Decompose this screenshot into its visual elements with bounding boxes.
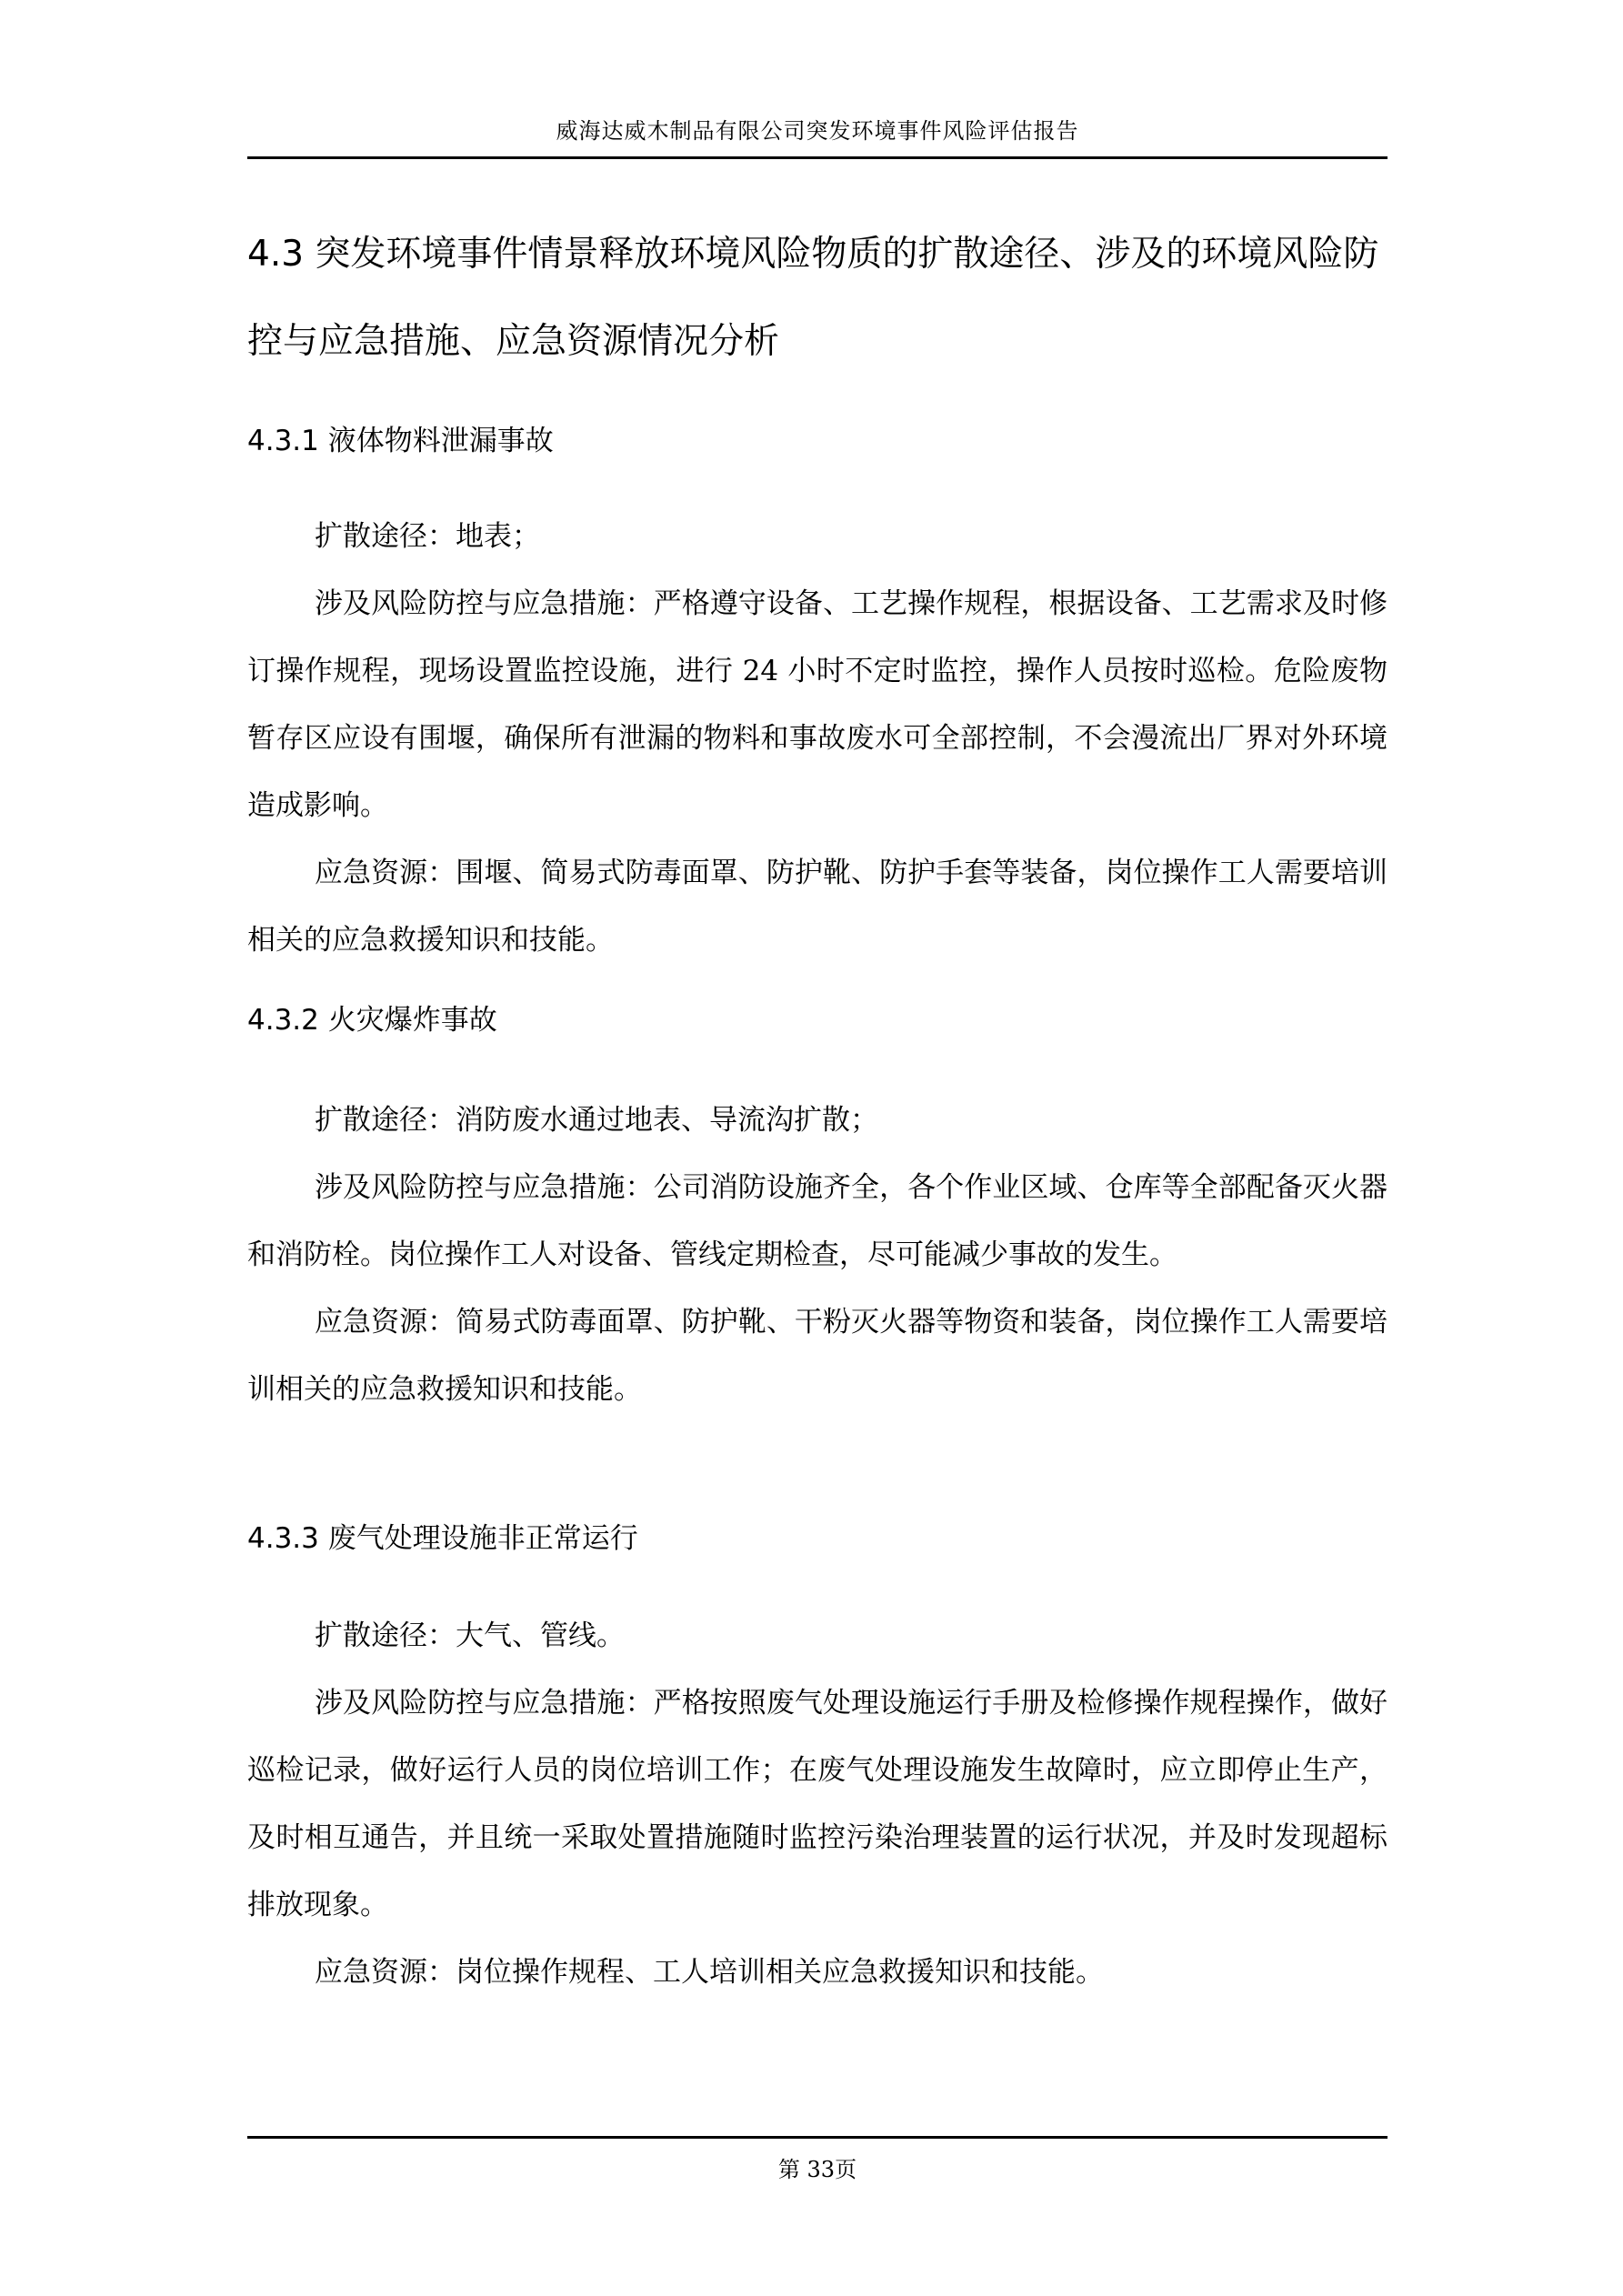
paragraph-diffusion-path: 扩散途径：消防废水通过地表、导流沟扩散； bbox=[315, 1104, 878, 1137]
subsection-title-4-3-2: 4.3.2 火灾爆炸事故 bbox=[247, 1004, 497, 1037]
paragraph-diffusion-path: 扩散途径：大气、管线。 bbox=[315, 1619, 625, 1652]
page-header: 威海达威木制品有限公司突发环境事件风险评估报告 bbox=[556, 118, 1079, 144]
paragraph-risk-control: 涉及风险防控与应急措施：公司消防设施齐全，各个作业区域、仓库等全部配备灭火器和消防栓。岗位操作工人对设备、管线定期检查，尽可能减少事故的发生。 bbox=[247, 1171, 1388, 1271]
subsection-body-4-3-2 bbox=[247, 1087, 1388, 1423]
section-title: 4.3 突发环境事件情景释放环境风险物质的扩散途径、涉及的环境风险防控与应急措施、应急资源情况分析 bbox=[247, 234, 1379, 362]
subsection-body-4-3-1 bbox=[247, 503, 1388, 974]
paragraph-emergency-resources: 应急资源：简易式防毒面罩、防护靴、干粉灭火器等物资和装备，岗位操作工人需要培训相关的应急救援知识和技能。 bbox=[247, 1306, 1388, 1406]
paragraph-emergency-resources: 应急资源：围堰、简易式防毒面罩、防护靴、防护手套等装备，岗位操作工人需要培训相关的应急救援知识和技能。 bbox=[247, 857, 1388, 957]
subsection-body-4-3-3 bbox=[247, 1602, 1388, 2006]
paragraph-diffusion-path: 扩散途径：地表； bbox=[315, 520, 540, 553]
footer-divider bbox=[247, 2136, 1388, 2139]
page-number: 第 33页 bbox=[777, 2157, 857, 2182]
subsection-title-4-3-3: 4.3.3 废气处理设施非正常运行 bbox=[247, 1522, 638, 1555]
paragraph-risk-control: 涉及风险防控与应急措施：严格遵守设备、工艺操作规程，根据设备、工艺需求及时修订操作规程，现场设置监控设施，进行 24 小时不定时监控，操作人员按时巡检。危险废物暂存区应设有围堰，确保所有泄漏的物料和事故废水可全部控制，不会漫流出厂界对外环境造成影响。 bbox=[247, 587, 1388, 822]
header-divider bbox=[247, 156, 1388, 159]
subsection-title-4-3-1: 4.3.1 液体物料泄漏事故 bbox=[247, 425, 554, 457]
paragraph-risk-control: 涉及风险防控与应急措施：严格按照废气处理设施运行手册及检修操作规程操作，做好巡检记录，做好运行人员的岗位培训工作；在废气处理设施发生故障时，应立即停止生产，及时相互通告，并且统一采取处置措施随时监控污染治理装置的运行状况，并及时发现超标排放现象。 bbox=[247, 1687, 1388, 1921]
paragraph-emergency-resources: 应急资源：岗位操作规程、工人培训相关应急救援知识和技能。 bbox=[315, 1956, 1104, 1989]
